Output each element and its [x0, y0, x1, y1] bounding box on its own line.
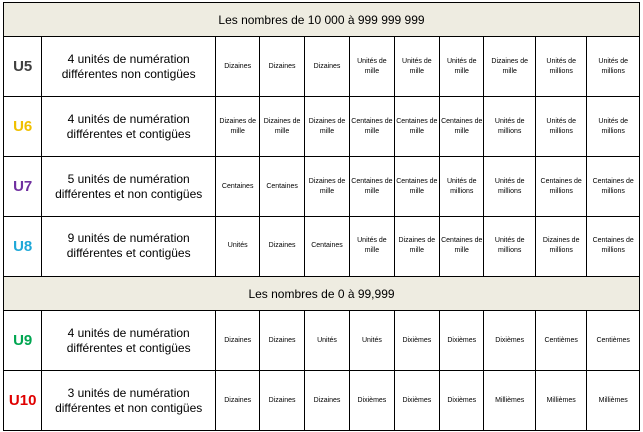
table-row [4, 311, 640, 371]
unit-description: 5 unités de numération différentes et non contigües [42, 157, 216, 217]
unit-cell: Dizaines [260, 37, 304, 97]
unit-cell: Unités [215, 216, 259, 276]
unit-cell: Unités de millions [440, 157, 484, 217]
unit-cell: Millièmes [484, 371, 535, 431]
unit-description: 3 unités de numération différentes et non contigües [42, 371, 216, 431]
unit-cell: Unités de millions [484, 216, 535, 276]
unit-cell: Centièmes [535, 311, 586, 371]
unit-cell: Dizaines [215, 371, 259, 431]
unit-code: U10 [4, 371, 42, 431]
table-row [4, 371, 640, 431]
table-row [4, 97, 640, 157]
unit-cell: Dizaines [304, 37, 349, 97]
unit-cell: Centaines de millions [535, 157, 586, 217]
unit-description: 4 unités de numération différentes et contigües [42, 311, 216, 371]
unit-cell: Unités de millions [535, 97, 586, 157]
unit-cell: Dixièmes [394, 371, 439, 431]
unit-cell: Centaines de mille [440, 97, 484, 157]
section-title: Les nombres de 10 000 à 999 999 999 [4, 3, 640, 37]
section-header-row [4, 3, 640, 37]
unit-cell: Dixièmes [394, 311, 439, 371]
unit-cell: Centaines [304, 216, 349, 276]
unit-cell: Dizaines de mille [304, 157, 349, 217]
unit-cell: Centaines de millions [587, 216, 640, 276]
unit-cell: Unités [304, 311, 349, 371]
unit-code: U8 [4, 216, 42, 276]
unit-cell: Unités de mille [440, 37, 484, 97]
unit-cell: Unités de mille [394, 37, 439, 97]
units-table [3, 2, 640, 431]
unit-cell: Unités de millions [535, 37, 586, 97]
unit-cell: Dixièmes [350, 371, 394, 431]
unit-cell: Unités [350, 311, 394, 371]
unit-code: U7 [4, 157, 42, 217]
table-row [4, 216, 640, 276]
unit-code: U5 [4, 37, 42, 97]
unit-cell: Dizaines [260, 371, 304, 431]
unit-cell: Dixièmes [484, 311, 535, 371]
unit-cell: Dizaines de mille [304, 97, 349, 157]
unit-cell: Centaines de mille [394, 97, 439, 157]
table-body [4, 3, 640, 431]
unit-cell: Centièmes [587, 311, 640, 371]
unit-cell: Dixièmes [440, 371, 484, 431]
unit-cell: Centaines [215, 157, 259, 217]
unit-cell: Dizaines de mille [484, 37, 535, 97]
unit-cell: Centaines de mille [350, 157, 394, 217]
unit-cell: Dizaines [304, 371, 349, 431]
unit-cell: Unités de mille [350, 216, 394, 276]
unit-cell: Unités de mille [350, 37, 394, 97]
unit-cell: Dizaines de mille [260, 97, 304, 157]
unit-cell: Centaines de mille [394, 157, 439, 217]
section-title: Les nombres de 0 à 99,999 [4, 276, 640, 310]
unit-cell: Dizaines [260, 216, 304, 276]
unit-description: 9 unités de numération différentes et contigües [42, 216, 216, 276]
unit-cell: Dixièmes [440, 311, 484, 371]
unit-code: U9 [4, 311, 42, 371]
unit-cell: Centaines de mille [440, 216, 484, 276]
section-header-row [4, 276, 640, 310]
unit-description: 4 unités de numération différentes et contigües [42, 97, 216, 157]
unit-cell: Dizaines [260, 311, 304, 371]
unit-cell: Dizaines de millions [535, 216, 586, 276]
unit-cell: Dizaines de mille [215, 97, 259, 157]
unit-cell: Centaines de mille [350, 97, 394, 157]
unit-cell: Dizaines [215, 311, 259, 371]
unit-cell: Unités de millions [587, 37, 640, 97]
unit-cell: Dizaines [215, 37, 259, 97]
table-row [4, 37, 640, 97]
unit-cell: Unités de millions [484, 157, 535, 217]
unit-cell: Unités de millions [484, 97, 535, 157]
unit-cell: Dizaines de mille [394, 216, 439, 276]
unit-cell: Centaines de millions [587, 157, 640, 217]
unit-cell: Millièmes [535, 371, 586, 431]
unit-code: U6 [4, 97, 42, 157]
unit-cell: Unités de millions [587, 97, 640, 157]
unit-cell: Centaines [260, 157, 304, 217]
unit-description: 4 unités de numération différentes non contigües [42, 37, 216, 97]
table-row [4, 157, 640, 217]
unit-cell: Millièmes [587, 371, 640, 431]
